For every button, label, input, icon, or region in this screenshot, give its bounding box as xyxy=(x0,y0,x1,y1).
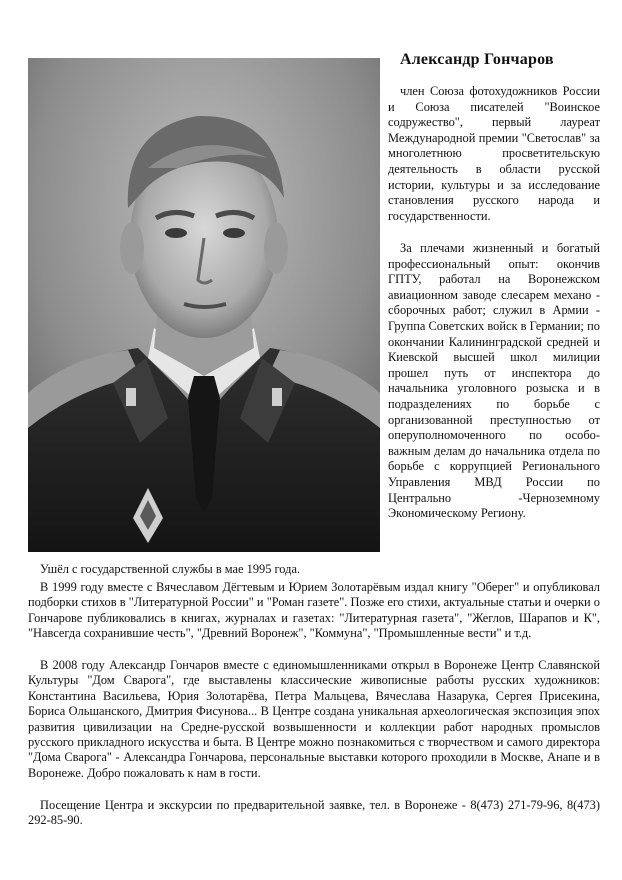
career-paragraph: За плечами жизненный и богатый профессиональный опыт: окончив ГПТУ, работал на Воронежском авиационном заводе слесарем механо - сборочных работ; служил в Армии - Группа Советских войск в Германии; по окончании Калининградской средней и Киевской высшей школ милиции прошел путь от инспектора до начальника уголовного розыска и в подразделениях по борьбе с организованной преступностью от оперуполномоченного по особо-важным делам до начальника отдела по борьбе с коррупцией Регионального Управления МВД России по Центрально -Черноземному Экономическому Региону. xyxy=(388,241,600,521)
retirement-paragraph: Ушёл с государственной службы в мае 1995 года. xyxy=(40,562,301,576)
publications-paragraph: В 1999 году вместе с Вячеславом Дёгтевым и Юрием Золотарёвым издал книгу "Оберег" и опубликовал подборки стихов в "Литературной России" и "Роман газете". Позже его стихи, актуальные статьи и очерки о Гончарове публиковались в книгах, журналах и газетах: "Литературная газета", "Жеглов, Шарапов и К", "Навсегда сохранившие честь", "Древний Воронеж", "Коммуна", "Промышленные вести" и т.д. xyxy=(28,580,600,641)
portrait-photo xyxy=(28,58,380,552)
person-name: Александр Гончаров xyxy=(400,51,554,68)
visit-paragraph: Посещение Центра и экскурсии по предварительной заявке, тел. в Воронеже - 8(473) 271-79-96, 8(473) 292-85-90. xyxy=(28,798,600,828)
center-paragraph: В 2008 году Александр Гончаров вместе с единомышленниками открыл в Воронеже Центр Славянской Культуры "Дом Сварога", где выставлены классические живописные работы русских художников: Константина Васильева, Юрия Золотарёва, Петра Мальцева, Вячеслава Назарука, Сергея Присекина, Бориса Ольшанского, Дмитрия Фисунова... В Центре создана уникальная археологическая экспозиция эпох развития цивилизации на Средне-русской возвышенности и коллекции работ народных промыслов русского прикладного искусства и быта. В Центре можно познакомиться с творчеством и самого директора "Дома Сварога" - Александра Гончарова, персональные выставки которого проходили в Москве, Анапе и в Воронеже. Добро пожаловать к нам в гости. xyxy=(28,658,600,780)
intro-paragraph: член Союза фотохудожников России и Союза писателей "Воинское содружество", первый лауреат Международной премии "Светослав" за многолетнюю просветительскую деятельность в области русской истории, культуры и за исследование становления русского народа и государственности. xyxy=(388,84,600,223)
